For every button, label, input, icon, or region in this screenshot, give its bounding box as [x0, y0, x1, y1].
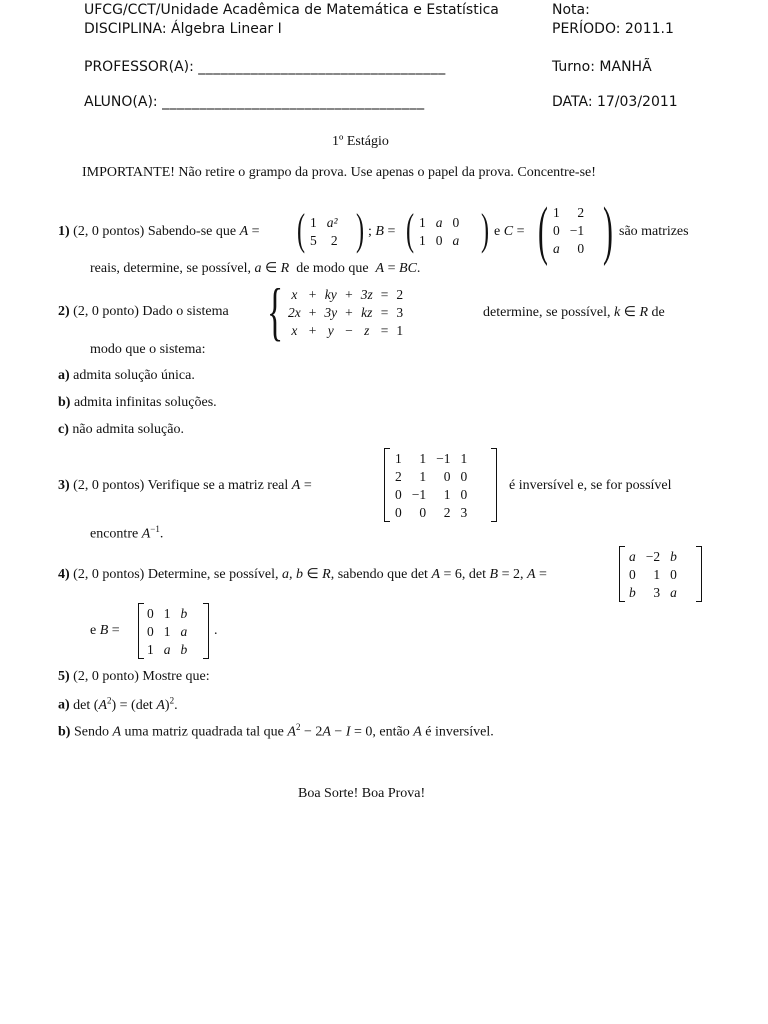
question-text: reais, determine, se possível, [90, 261, 251, 276]
matrix-cell: 1 [419, 469, 427, 484]
right-paren: ) [481, 205, 490, 254]
discipline-line: DISCIPLINA: Álgebra Linear I [84, 21, 282, 37]
matrix-cell: 0 [395, 487, 402, 502]
item-label: a) [58, 368, 70, 383]
system-op: + [345, 305, 353, 320]
item-label: a) [58, 697, 70, 713]
matrix-cell: 0 [577, 241, 585, 256]
matrix-cell: a² [326, 215, 338, 230]
matrix-cell: 1 [310, 215, 317, 230]
item-label: b) [58, 724, 71, 740]
question-4: 4) (2, 0 pontos) Determine, se possível, a, b ∈ R, sabendo que det A = 6, det B = 2, A = [58, 567, 547, 582]
system-op: + [308, 305, 317, 320]
question-2-item-b [58, 395, 217, 411]
question-text: de modo que [296, 261, 369, 276]
right-bracket [491, 448, 497, 522]
system-term: kz [361, 305, 373, 320]
matrix-cell: b [629, 585, 636, 600]
system-op: = [380, 323, 389, 338]
item-text: admita solução única. [73, 368, 195, 383]
matrix-cell: 1 [419, 451, 427, 466]
question-2-end: determine, se possível, k ∈ R de [483, 305, 665, 320]
right-paren: ) [603, 194, 613, 267]
matrix-cell: b [180, 606, 188, 621]
separator: ; B = [368, 224, 396, 239]
item-text: então [379, 724, 410, 740]
matrix-cell: 0 [553, 223, 560, 238]
system-op: − [345, 323, 353, 338]
date-label: DATA: 17/03/2011 [552, 94, 678, 110]
question-1-line-2: reais, determine, se possível, a ∈ R de modo que A = BC. [90, 261, 421, 276]
matrix-cell: 3 [460, 505, 468, 520]
system-term: x [291, 287, 298, 302]
matrix-cell: 1 [147, 642, 154, 657]
matrix-cell: a [163, 642, 171, 657]
matrix-b [414, 214, 464, 250]
question-text: encontre [90, 526, 139, 542]
matrix-cell: 1 [460, 451, 468, 466]
question-3: 3) (2, 0 pontos) Verifique se a matriz real A = [58, 478, 312, 493]
question-3-line-2: encontre $A^{-1}$. [90, 524, 164, 542]
question-number: 5) [58, 669, 70, 684]
question-text-end: são matrizes [619, 224, 689, 239]
system-op: = [380, 287, 389, 302]
question-text: (2, 0 pontos) Determine, se possível, [73, 567, 279, 582]
system-term: 2 [396, 287, 404, 302]
matrix-c [548, 204, 589, 258]
system-term: 3y [324, 305, 338, 320]
item-text: uma matriz quadrada tal que [124, 724, 284, 740]
grade-label: Nota: [552, 2, 590, 18]
matrix-cell: 5 [310, 233, 317, 248]
question-5 [58, 669, 210, 685]
system-term: ky [324, 287, 337, 302]
student-field [84, 94, 425, 110]
institution-line: UFCG/CCT/Unidade Acadêmica de Matemática e Estatística [84, 2, 499, 18]
question-text: determine, se possível, [483, 305, 611, 320]
question-2-item-c [58, 422, 184, 438]
matrix-cell: 0 [443, 469, 451, 484]
matrix-cell: 1 [419, 215, 426, 230]
matrix-a [305, 214, 343, 250]
matrix-cell: a [180, 624, 188, 639]
matrix-cell: 1 [163, 606, 171, 621]
matrix-cell: −1 [436, 451, 451, 466]
left-paren: ( [406, 205, 415, 254]
question-text: sabendo que [337, 567, 408, 582]
matrix-cell: 2 [443, 505, 451, 520]
period-label: PERÍODO: 2011.1 [552, 21, 674, 37]
system-term: y [327, 323, 334, 338]
question-5-item-a [58, 695, 178, 714]
question-4-line-2: e B = [90, 623, 120, 638]
matrix-cell: a [629, 549, 636, 564]
matrix-cell: 0 [452, 215, 460, 230]
matrix-cell: a [452, 233, 460, 248]
question-number: 2) [58, 304, 70, 319]
system-op: + [308, 287, 317, 302]
question-2-item-a [58, 368, 195, 384]
question-text: de [651, 305, 665, 320]
question-text: e [90, 623, 97, 638]
matrix-cell: a [553, 241, 560, 256]
student-blank: ___________________________________ [162, 94, 425, 110]
item-text: admita infinitas soluções. [73, 395, 217, 410]
matrix-cell: 1 [443, 487, 451, 502]
matrix-cell: 1 [163, 624, 171, 639]
closing-message: Boa Sorte! Boa Prova! [298, 786, 426, 801]
item-label: c) [58, 422, 69, 437]
matrix-cell: a [435, 215, 443, 230]
shift-label: Turno: MANHÃ [552, 59, 652, 75]
important-notice: IMPORTANTE! Não retire o grampo da prova. Use apenas o papel da prova. Concentre-se! [82, 165, 596, 180]
matrix-cell: 1 [395, 451, 402, 466]
matrix-cell: 0 [147, 606, 154, 621]
professor-blank: _________________________________ [198, 59, 446, 75]
matrix-cell: 0 [435, 233, 443, 248]
matrix-cell: 2 [577, 205, 585, 220]
left-paren: ( [297, 205, 306, 254]
system-term: 2x [288, 305, 301, 320]
matrix-cell: −2 [645, 549, 661, 564]
matrix-cell: b [180, 642, 188, 657]
item-text: não admita solução. [72, 422, 184, 437]
matrix-cell: 0 [460, 469, 468, 484]
item-label: b) [58, 395, 71, 410]
system-op: = [380, 305, 389, 320]
system-term: z [364, 323, 370, 338]
question-5-item-b: b) Sendo A uma matriz quadrada tal que $A^2 - 2A - I = 0$, então A é inversível. [58, 722, 494, 740]
matrix-a-4x4 [390, 450, 472, 522]
matrix-cell: 0 [670, 567, 677, 582]
student-label: ALUNO(A): [84, 94, 158, 110]
system-term: 3z [360, 287, 373, 302]
system-brace: { [267, 276, 284, 348]
matrix-cell: 0 [147, 624, 154, 639]
matrix-cell: −1 [411, 487, 427, 502]
question-text: (2, 0 ponto) Dado o sistema [73, 304, 229, 319]
matrix-cell: 0 [395, 505, 402, 520]
question-text-end: é inversível e, se for possível [509, 478, 672, 493]
question-text: (2, 0 pontos) Sabendo-se que [73, 224, 237, 239]
matrix-cell: 3 [653, 585, 661, 600]
matrix-b-3x3 [142, 605, 192, 659]
professor-field [84, 59, 446, 75]
matrix-cell: a [670, 585, 677, 600]
system-op: + [345, 287, 353, 302]
matrix-cell: b [670, 549, 677, 564]
system-term: x [291, 323, 298, 338]
question-number: 4) [58, 567, 70, 582]
conjunction: e C = [494, 224, 525, 239]
exam-title: 1º Estágio [332, 134, 389, 149]
question-2-line-2: modo que o sistema: [90, 342, 206, 357]
right-paren: ) [356, 205, 365, 254]
system-term: 1 [396, 323, 404, 338]
matrix-cell: 0 [629, 567, 636, 582]
question-text: (2, 0 pontos) Verifique se a matriz real [73, 478, 289, 493]
matrix-cell: 2 [330, 233, 338, 248]
right-bracket [696, 546, 702, 602]
right-bracket [203, 603, 209, 659]
item-text: Sendo [73, 724, 109, 740]
question-number: 3) [58, 478, 70, 493]
period: . [214, 623, 218, 638]
matrix-a-3x3 [624, 548, 682, 602]
question-2 [58, 304, 229, 320]
item-text: é inversível. [425, 724, 494, 740]
question-text: (2, 0 ponto) Mostre que: [73, 669, 210, 684]
matrix-cell: 1 [653, 567, 661, 582]
matrix-cell: −1 [569, 223, 585, 238]
matrix-cell: 1 [419, 233, 426, 248]
question-1: 1) (2, 0 pontos) Sabendo-se que A = [58, 224, 260, 239]
linear-system [284, 286, 407, 340]
left-paren: ( [538, 194, 548, 267]
matrix-cell: 0 [460, 487, 468, 502]
item-formula: $\det (A^2) = (\det$ A)$^2$. [73, 695, 178, 713]
professor-label: PROFESSOR(A): [84, 59, 194, 75]
matrix-cell: 1 [553, 205, 560, 220]
system-term: 3 [396, 305, 404, 320]
matrix-cell: 0 [419, 505, 427, 520]
question-number: 1) [58, 224, 70, 239]
system-op: + [308, 323, 317, 338]
matrix-cell: 2 [395, 469, 402, 484]
